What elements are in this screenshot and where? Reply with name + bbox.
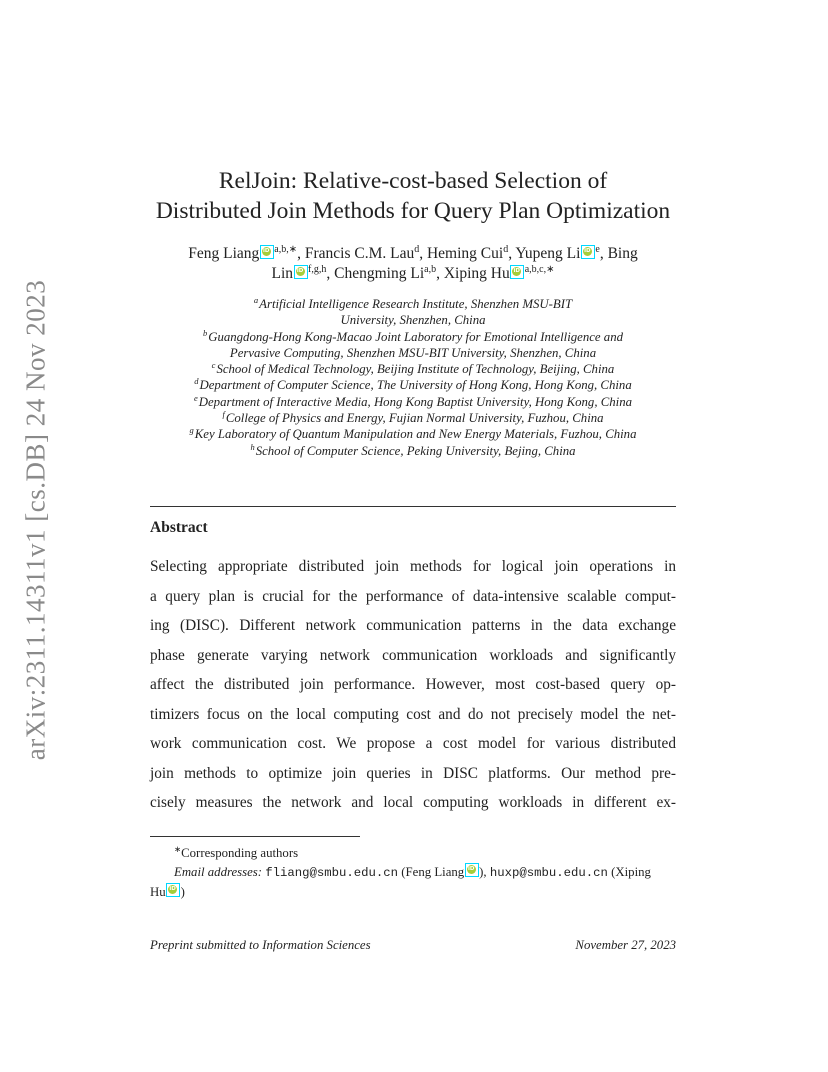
abstract-line: Selecting appropriate distributed join methods for logical join operations in: [150, 558, 676, 575]
affiliation: $^d$Department of Computer Science, The University of Hong Kong, Hong Kong, China: [194, 376, 632, 393]
abstract-line: ing (DISC). Different network communication patterns in the data exchange: [150, 617, 676, 634]
affiliation: $^g$Key Laboratory of Quantum Manipulation and New Energy Materials, Fuzhou, China: [189, 425, 637, 442]
author: LiniD $^{f,g,h}$: [272, 265, 327, 282]
footnotes: [150, 840, 676, 902]
footnote-emails: Email addresses: fliang@smbu.edu.cn (Feng LiangiD ), huxp@smbu.edu.cn (Xiping: [150, 863, 676, 883]
author: Heming Cui$^d$: [426, 244, 509, 262]
arxiv-identifier: arXiv:2311.14311v1 [cs.DB] 24 Nov 2023: [20, 279, 51, 761]
abstract-line: join methods to optimize join queries in DISC platforms. Our method pre-: [150, 764, 676, 782]
abstract-line: work communication cost. We propose a cost model for various distributed: [150, 735, 676, 752]
author: Yupeng LiiD $^e$: [515, 245, 599, 262]
abstract-line: timizers focus on the local computing cost and do not precisely model the net-: [150, 705, 676, 723]
affiliation: $^h$School of Computer Science, Peking University, Bejing, China: [250, 441, 576, 458]
author-line: LiniD $^{f,g,h}$, Chengming Li$^{a,b}$, Xiping HuiD $^{a,b,c,∗}$: [150, 264, 676, 284]
title-line: Distributed Join Methods for Query Plan Optimization: [155, 198, 671, 224]
abstract-line: affect the distributed join performance. However, most cost-based query op-: [150, 676, 676, 693]
footer-preprint-note: Preprint submitted to Information Sciences: [150, 938, 371, 952]
title-line: RelJoin: Relative-cost-based Selection of: [218, 168, 608, 194]
author-line: Feng LiangiD $^{a,b,∗}$, Francis C.M. Lau$^d$, Heming Cui$^d$, Yupeng LiiD $^e$, Bing: [150, 244, 676, 264]
affiliation: $^b$Guangdong-Hong Kong-Macao Joint Laboratory for Emotional Intelligence and: [202, 327, 624, 344]
abstract-line: phase generate varying network communication workloads and significantly: [150, 646, 676, 664]
author: Xiping HuiD $^{a,b,c,∗}$: [444, 265, 555, 282]
page-footer: [150, 938, 676, 953]
orcid-icon[interactable]: [294, 265, 308, 279]
footnote-corresponding: ∗Corresponding authors: [174, 844, 299, 860]
author-list: [150, 244, 676, 284]
affiliation: $^c$School of Medical Technology, Beijing Institute of Technology, Beijing, China: [211, 360, 615, 377]
orcid-icon[interactable]: [465, 863, 479, 877]
abstract-body: [150, 552, 676, 818]
author: Feng LiangiD $^{a,b,∗}$: [188, 245, 297, 262]
email-link[interactable]: huxp@smbu.edu.cn: [489, 866, 608, 880]
footer-date: November 27, 2023: [575, 938, 676, 952]
footnote-divider: [150, 836, 360, 837]
email-link[interactable]: fliang@smbu.edu.cn: [265, 866, 399, 880]
orcid-icon[interactable]: [260, 245, 274, 259]
orcid-icon[interactable]: [166, 883, 180, 897]
email-label: Email addresses:: [174, 865, 263, 879]
affiliation-continuation: University, Shenzhen, China: [340, 313, 486, 328]
paper-title: [150, 166, 676, 226]
abstract-line: a query plan is crucial for the performance of data-intensive scalable comput-: [150, 587, 676, 605]
author: Chengming Li$^{a,b}$: [334, 264, 437, 282]
section-divider: [150, 506, 676, 507]
abstract-heading: Abstract: [150, 519, 208, 536]
author: Francis C.M. Lau$^d$: [304, 244, 420, 262]
orcid-icon[interactable]: [510, 265, 524, 279]
affiliation: $^f$College of Physics and Energy, Fujian Normal University, Fuzhou, China: [222, 409, 604, 426]
footnote-continuation: HuiD ): [150, 883, 676, 902]
affiliation: $^e$Department of Interactive Media, Hong Kong Baptist University, Hong Kong, China: [193, 392, 633, 409]
affiliation: $^a$Artificial Intelligence Research Institute, Shenzhen MSU-BIT: [253, 295, 573, 311]
affiliation-continuation: Pervasive Computing, Shenzhen MSU-BIT University, Shenzhen, China: [229, 345, 597, 360]
author: Bing: [607, 245, 638, 262]
affiliation-list: [150, 296, 676, 459]
orcid-icon[interactable]: [581, 245, 595, 259]
abstract-line: cisely measures the network and local computing workloads in different ex-: [150, 794, 676, 811]
